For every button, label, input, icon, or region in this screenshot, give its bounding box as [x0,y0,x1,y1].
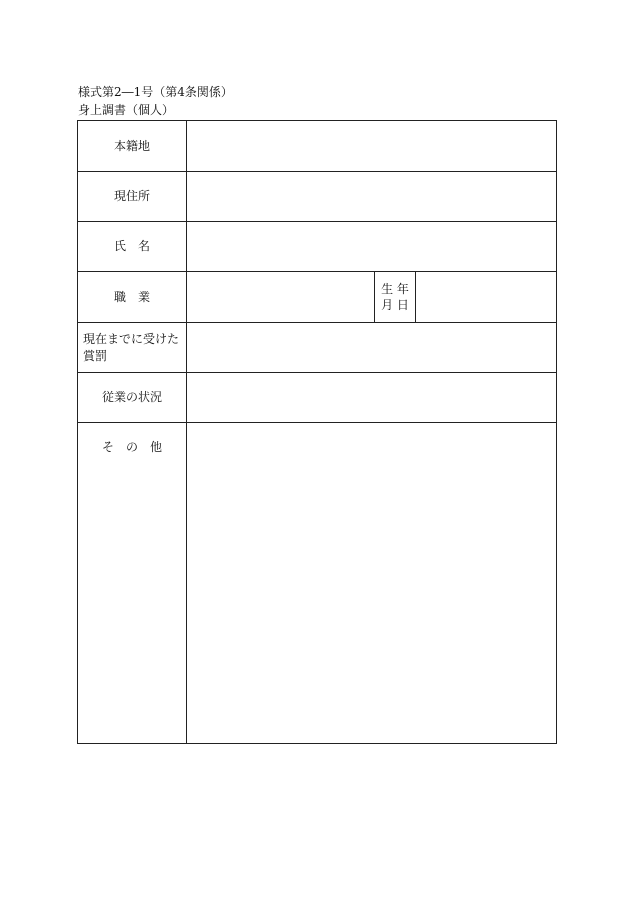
punishments-field[interactable] [187,323,556,372]
address-field[interactable] [187,172,556,221]
occupation-field[interactable] [187,272,374,322]
punishments-label-line2: 賞罰 [83,348,108,363]
domicile-field[interactable] [187,121,556,171]
row-employment [78,373,556,423]
other-field[interactable] [187,423,556,743]
punishments-label [78,323,187,372]
birthdate-field[interactable] [416,272,556,322]
form-number: 様式第2―1号（第4条関係） [78,85,233,99]
row-punishments [78,323,556,373]
occupation-label: 職 業 [78,272,187,322]
name-field[interactable] [187,222,556,271]
row-name [78,222,556,272]
other-label: そ の 他 [78,423,187,743]
row-other [78,423,556,743]
address-label: 現住所 [78,172,187,221]
employment-label: 従業の状況 [78,373,187,422]
employment-field[interactable] [187,373,556,422]
punishments-label-line1: 現在までに受けた [83,331,180,346]
form-title: 身上調書（個人） [78,103,175,117]
birthdate-label [374,272,416,322]
row-address [78,172,556,222]
birthdate-label-line2: 月 日 [381,298,409,312]
domicile-label: 本籍地 [78,121,187,171]
name-label: 氏 名 [78,222,187,271]
row-occupation [78,272,556,323]
personal-record-form [77,120,557,744]
birthdate-label-line1: 生 年 [381,282,409,296]
row-domicile [78,121,556,172]
